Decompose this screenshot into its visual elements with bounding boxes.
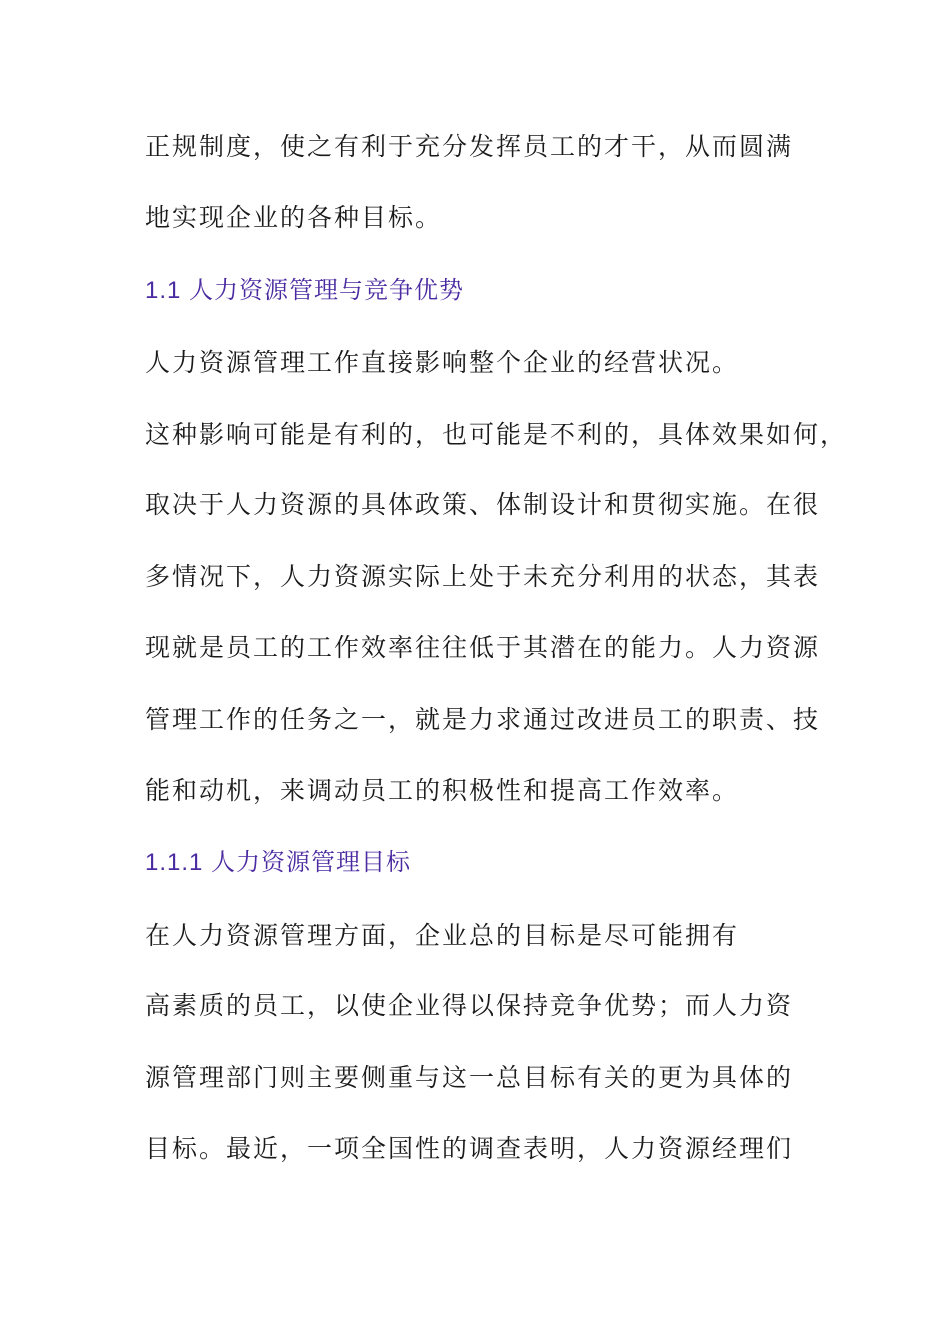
section-heading-1-1-1: 1.1.1 人力资源管理目标	[145, 849, 412, 876]
body-text-line: 现就是员工的工作效率往往低于其潜在的能力。人力资源	[145, 633, 821, 662]
body-text-line: 能和动机，来调动员工的积极性和提高工作效率。	[145, 776, 740, 805]
body-text-line: 人力资源管理工作直接影响整个企业的经营状况。	[145, 348, 740, 377]
body-text-line: 正规制度，使之有利于充分发挥员工的才干，从而圆满	[145, 132, 794, 161]
body-text-line: 地实现企业的各种目标。	[145, 203, 443, 232]
body-text-line: 高素质的员工，以使企业得以保持竞争优势；而人力资	[145, 991, 794, 1020]
body-text-line: 取决于人力资源的具体政策、体制设计和贯彻实施。在很	[145, 490, 821, 519]
body-text-line: 管理工作的任务之一，就是力求通过改进员工的职责、技	[145, 705, 821, 734]
body-text-line: 源管理部门则主要侧重与这一总目标有关的更为具体的	[145, 1063, 794, 1092]
section-heading-1-1: 1.1 人力资源管理与竞争优势	[145, 277, 465, 304]
body-text-line: 这种影响可能是有利的，也可能是不利的，具体效果如何，	[145, 420, 848, 449]
body-text-line: 在人力资源管理方面，企业总的目标是尽可能拥有	[145, 921, 740, 950]
body-text-line: 多情况下，人力资源实际上处于未充分利用的状态，其表	[145, 562, 821, 591]
body-text-line: 目标。最近，一项全国性的调查表明，人力资源经理们	[145, 1134, 794, 1163]
